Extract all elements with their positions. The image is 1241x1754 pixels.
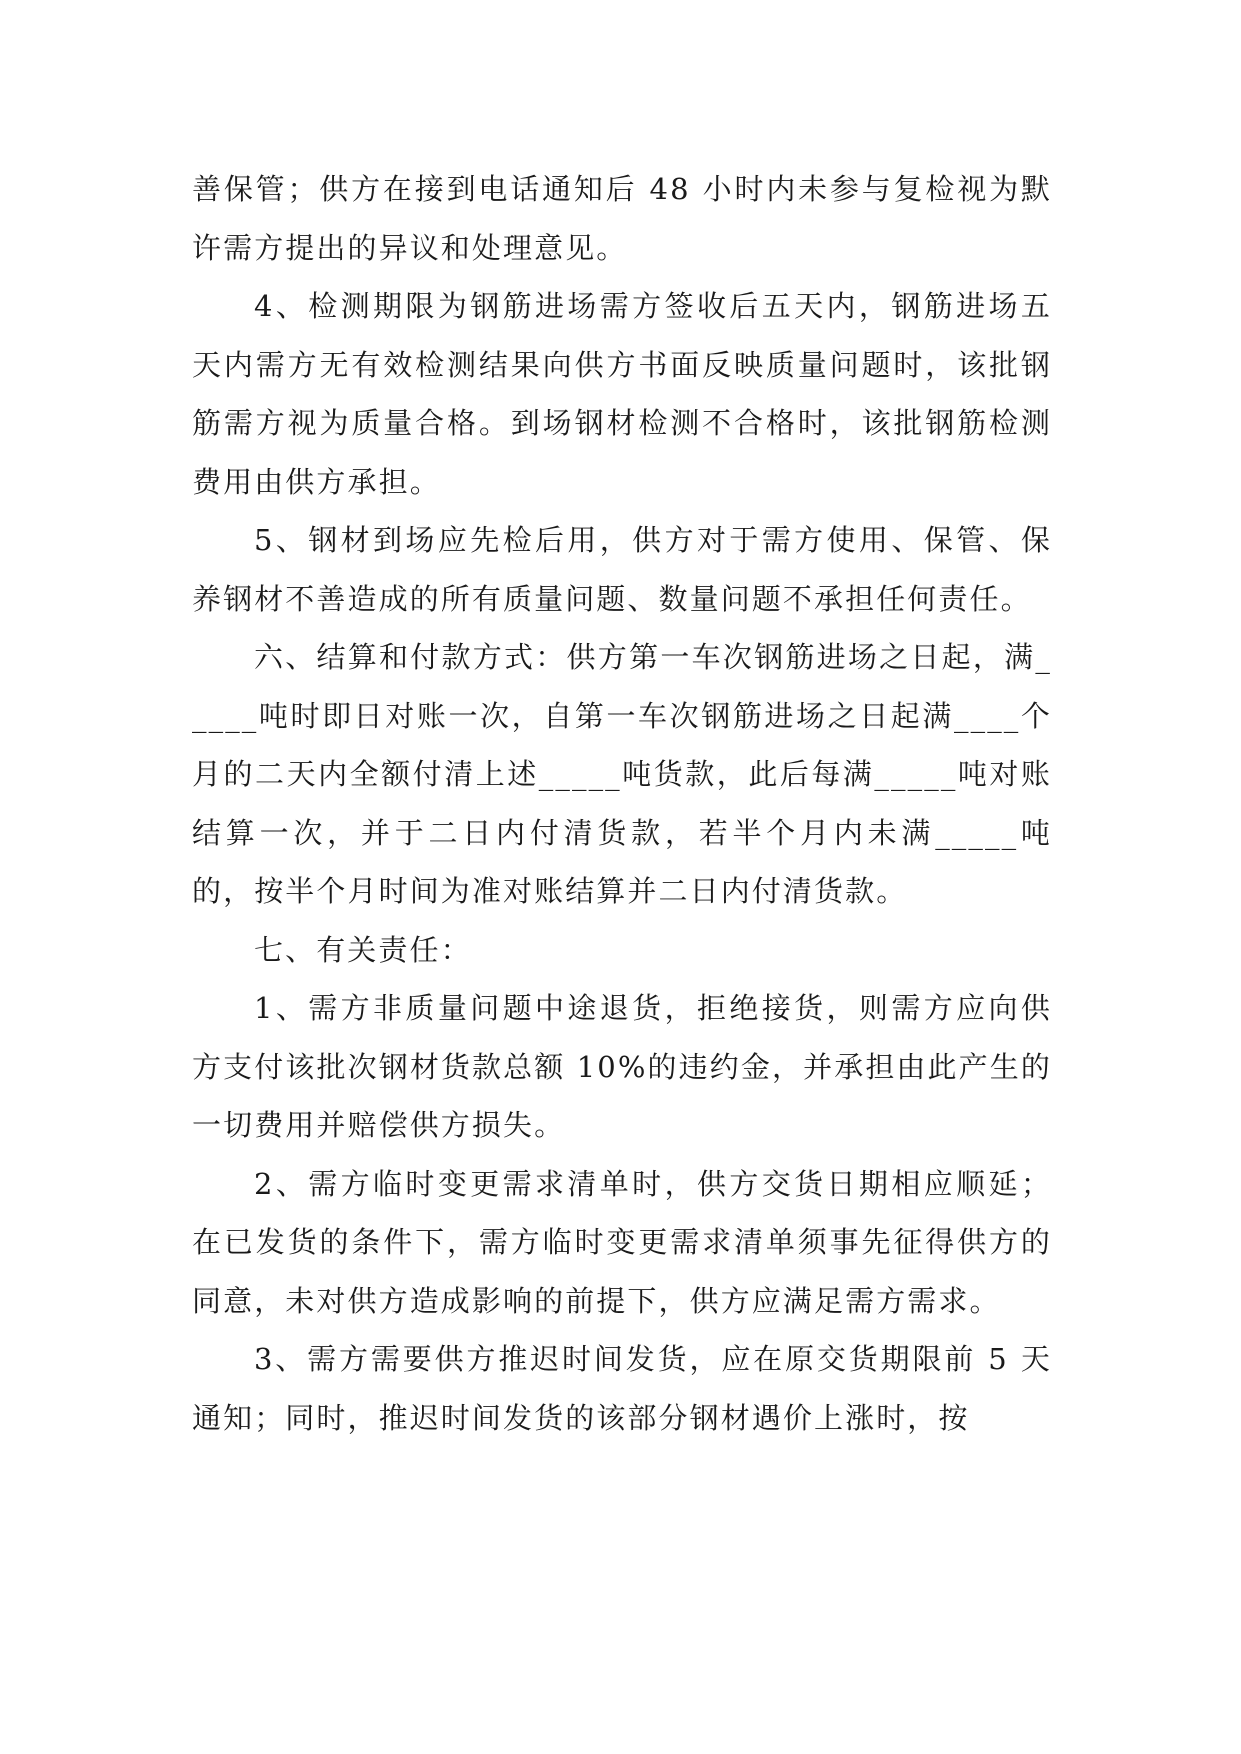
paragraph-continuation: 善保管；供方在接到电话通知后 48 小时内未参与复检视为默许需方提出的异议和处理意见。 <box>192 172 1052 265</box>
document-body <box>192 160 1052 1447</box>
paragraph-item-5: 5、钢材到场应先检后用，供方对于需方使用、保管、保养钢材不善造成的所有质量问题、数量问题不承担任何责任。 <box>192 523 1052 616</box>
paragraph-section-7-heading: 七、有关责任： <box>254 932 472 967</box>
paragraph-liability-1: 1、需方非质量问题中途退货，拒绝接货，则需方应向供方支付该批次钢材货款总额 10%的违约金，并承担由此产生的一切费用并赔偿供方损失。 <box>192 991 1052 1142</box>
paragraph-liability-2: 2、需方临时变更需求清单时，供方交货日期相应顺延；在已发货的条件下，需方临时变更需求清单须事先征得供方的同意，未对供方造成影响的前提下，供方应满足需方需求。 <box>192 1166 1052 1318</box>
paragraph-section-6-settlement: 六、结算和付款方式：供方第一车次钢筋进场之日起，满_____吨时即日对账一次，自第一车次钢筋进场之日起满____个月的二天内全额付清上述_____吨货款，此后每满_____吨对账结算一次，并于二日内付清货款，若半个月内未满_____吨的，按半个月时间为准对账结算并二日内付清货款。 <box>192 640 1052 908</box>
paragraph-item-4: 4、检测期限为钢筋进场需方签收后五天内，钢筋进场五天内需方无有效检测结果向供方书面反映质量问题时，该批钢筋需方视为质量合格。到场钢材检测不合格时，该批钢筋检测费用由供方承担。 <box>192 289 1052 499</box>
paragraph-liability-3: 3、需方需要供方推迟时间发货，应在原交货期限前 5 天通知；同时，推迟时间发货的该部分钢材遇价上涨时，按 <box>192 1342 1052 1435</box>
